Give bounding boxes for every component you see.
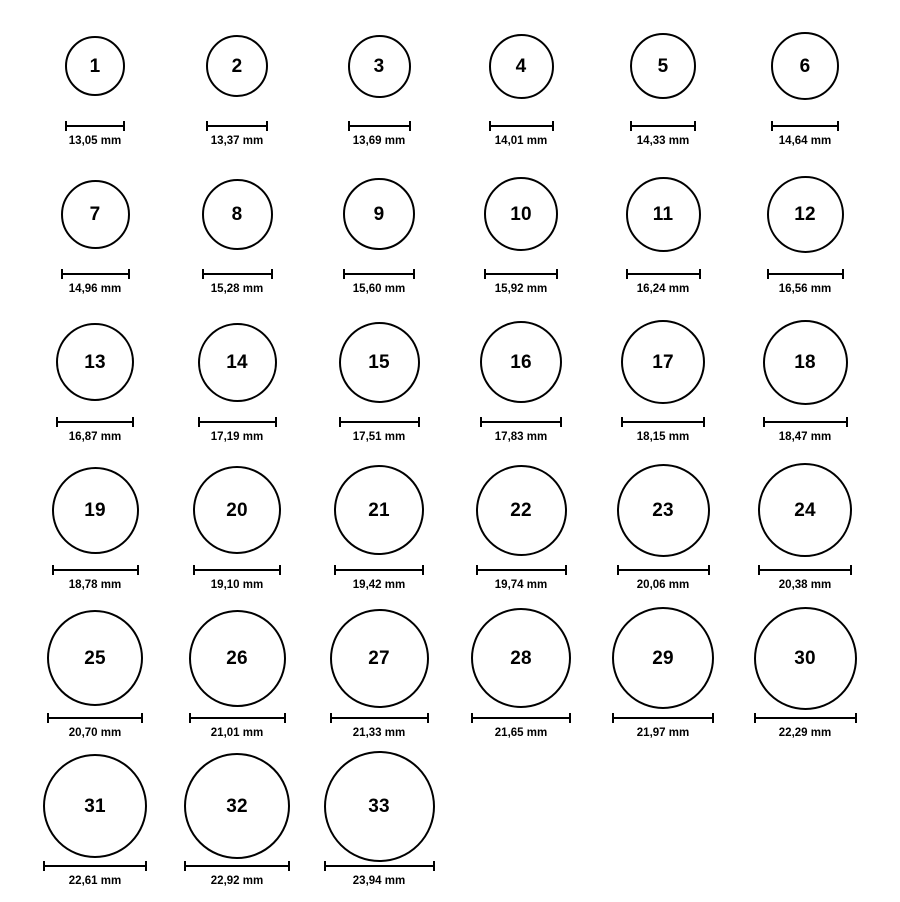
diameter-measure-bar (324, 861, 435, 871)
ring-circle[interactable] (189, 610, 286, 707)
measure-line (758, 569, 852, 571)
measure-cap-left-icon (617, 565, 619, 575)
measure-line (343, 273, 415, 275)
ring-diameter-label: 20,06 mm (636, 579, 690, 591)
measure-cap-right-icon (846, 417, 848, 427)
ring-number: 1 (89, 55, 101, 77)
ring-diameter-label: 14,64 mm (778, 135, 832, 147)
ring-diameter-label: 17,83 mm (494, 431, 548, 443)
measure-cap-left-icon (484, 269, 486, 279)
diameter-measure-bar (630, 121, 696, 131)
measure-cap-left-icon (754, 713, 756, 723)
measure-line (484, 273, 558, 275)
ring-number: 33 (368, 795, 390, 817)
ring-number: 24 (794, 499, 816, 521)
ring-circle-wrapper (189, 606, 286, 710)
measure-line (189, 717, 286, 719)
diameter-measure-bar (771, 121, 839, 131)
ring-circle-wrapper (348, 14, 411, 118)
ring-circle[interactable] (621, 320, 705, 404)
ring-number: 28 (510, 647, 532, 669)
ring-circle[interactable] (43, 754, 147, 858)
ring-circle[interactable] (484, 177, 558, 251)
ring-number: 25 (84, 647, 106, 669)
ring-circle-wrapper (184, 754, 290, 858)
ring-circle[interactable] (65, 36, 125, 96)
ring-circle-wrapper (193, 458, 281, 562)
ring-number: 9 (373, 203, 385, 225)
measure-cap-left-icon (621, 417, 623, 427)
ring-circle-wrapper (206, 14, 268, 118)
ring-circle-wrapper (489, 14, 554, 118)
measure-cap-right-icon (708, 565, 710, 575)
measure-line (754, 717, 857, 719)
ring-size-item[interactable] (167, 162, 307, 310)
ring-circle[interactable] (612, 607, 714, 709)
ring-number: 22 (510, 499, 532, 521)
ring-circle-wrapper (476, 458, 567, 562)
measure-line (61, 273, 130, 275)
ring-size-item[interactable] (593, 606, 733, 754)
measure-cap-right-icon (418, 417, 420, 427)
measure-line (763, 421, 848, 423)
ring-circle-wrapper (65, 14, 125, 118)
measure-cap-left-icon (206, 121, 208, 131)
measure-cap-right-icon (850, 565, 852, 575)
measure-cap-right-icon (560, 417, 562, 427)
diameter-measure-bar (754, 713, 857, 723)
ring-size-item[interactable] (167, 754, 307, 902)
ring-circle-wrapper (771, 14, 839, 118)
ring-diameter-label: 16,56 mm (778, 283, 832, 295)
measure-cap-left-icon (184, 861, 186, 871)
ring-size-item[interactable] (593, 458, 733, 606)
measure-line (334, 569, 424, 571)
ring-diameter-label: 15,60 mm (352, 283, 406, 295)
ring-size-item[interactable] (735, 606, 875, 754)
ring-diameter-label: 14,01 mm (494, 135, 548, 147)
diameter-measure-bar (61, 269, 130, 279)
ring-circle-wrapper (630, 14, 696, 118)
measure-cap-right-icon (556, 269, 558, 279)
diameter-measure-bar (65, 121, 125, 131)
ring-circle-wrapper (198, 310, 277, 414)
measure-line (348, 125, 411, 127)
measure-line (184, 865, 290, 867)
ring-circle[interactable] (763, 320, 848, 405)
ring-circle[interactable] (476, 465, 567, 556)
measure-cap-left-icon (334, 565, 336, 575)
measure-cap-right-icon (279, 565, 281, 575)
measure-cap-right-icon (842, 269, 844, 279)
ring-size-item[interactable] (309, 606, 449, 754)
diameter-measure-bar (198, 417, 277, 427)
ring-circle[interactable] (489, 34, 554, 99)
diameter-measure-bar (626, 269, 701, 279)
ring-circle[interactable] (184, 753, 290, 859)
ring-circle-wrapper (202, 162, 273, 266)
ring-number: 11 (652, 203, 674, 225)
ring-circle[interactable] (348, 35, 411, 98)
ring-number: 4 (515, 55, 527, 77)
measure-cap-left-icon (198, 417, 200, 427)
ring-size-item[interactable] (309, 754, 449, 902)
ring-number: 31 (84, 795, 106, 817)
ring-circle[interactable] (193, 466, 281, 554)
diameter-measure-bar (612, 713, 714, 723)
measure-cap-left-icon (348, 121, 350, 131)
measure-cap-left-icon (193, 565, 195, 575)
measure-cap-right-icon (275, 417, 277, 427)
measure-cap-right-icon (288, 861, 290, 871)
ring-number: 18 (794, 351, 816, 373)
diameter-measure-bar (206, 121, 268, 131)
measure-line (480, 421, 562, 423)
measure-cap-right-icon (565, 565, 567, 575)
ring-diameter-label: 17,51 mm (352, 431, 406, 443)
ring-circle-wrapper (56, 310, 134, 414)
ring-number: 19 (84, 499, 106, 521)
measure-cap-left-icon (767, 269, 769, 279)
ring-number: 15 (368, 351, 390, 373)
ring-number: 32 (226, 795, 248, 817)
measure-cap-left-icon (189, 713, 191, 723)
measure-cap-right-icon (855, 713, 857, 723)
ring-circle-wrapper (617, 458, 710, 562)
ring-diameter-label: 20,70 mm (68, 727, 122, 739)
ring-diameter-label: 19,74 mm (494, 579, 548, 591)
ring-circle[interactable] (767, 176, 844, 253)
measure-line (65, 125, 125, 127)
ring-number: 10 (510, 203, 532, 225)
ring-size-item[interactable] (25, 754, 165, 902)
measure-cap-right-icon (137, 565, 139, 575)
diameter-measure-bar (617, 565, 710, 575)
measure-cap-left-icon (476, 565, 478, 575)
measure-line (621, 421, 705, 423)
ring-circle-wrapper (626, 162, 701, 266)
ring-circle[interactable] (339, 322, 420, 403)
ring-size-item[interactable] (309, 162, 449, 310)
measure-line (198, 421, 277, 423)
ring-size-item[interactable] (25, 310, 165, 458)
ring-number: 2 (231, 55, 243, 77)
ring-number: 8 (231, 203, 243, 225)
diameter-measure-bar (484, 269, 558, 279)
measure-cap-right-icon (128, 269, 130, 279)
diameter-measure-bar (184, 861, 290, 871)
ring-diameter-label: 13,37 mm (210, 135, 264, 147)
diameter-measure-bar (767, 269, 844, 279)
ring-diameter-label: 19,10 mm (210, 579, 264, 591)
ring-size-item[interactable] (25, 14, 165, 162)
ring-size-item[interactable] (451, 310, 591, 458)
ring-circle[interactable] (630, 33, 696, 99)
ring-circle[interactable] (324, 751, 435, 862)
ring-diameter-label: 15,28 mm (210, 283, 264, 295)
ring-number: 6 (799, 55, 811, 77)
ring-number: 30 (794, 647, 816, 669)
measure-line (47, 717, 143, 719)
measure-line (43, 865, 147, 867)
diameter-measure-bar (330, 713, 429, 723)
measure-line (56, 421, 134, 423)
measure-line (206, 125, 268, 127)
ring-circle-wrapper (324, 754, 435, 858)
measure-line (202, 273, 273, 275)
ring-circle[interactable] (334, 465, 424, 555)
measure-line (330, 717, 429, 719)
ring-diameter-label: 19,42 mm (352, 579, 406, 591)
ring-number: 27 (368, 647, 390, 669)
ring-circle-wrapper (754, 606, 857, 710)
ring-size-item[interactable] (309, 14, 449, 162)
measure-cap-left-icon (52, 565, 54, 575)
ring-size-item[interactable] (451, 458, 591, 606)
ring-number: 29 (652, 647, 674, 669)
ring-diameter-label: 14,33 mm (636, 135, 690, 147)
measure-cap-left-icon (471, 713, 473, 723)
measure-cap-right-icon (413, 269, 415, 279)
ring-circle-wrapper (484, 162, 558, 266)
measure-cap-right-icon (694, 121, 696, 131)
ring-number: 7 (89, 203, 101, 225)
ring-diameter-label: 22,92 mm (210, 875, 264, 887)
diameter-measure-bar (334, 565, 424, 575)
ring-circle-wrapper (763, 310, 848, 414)
measure-cap-left-icon (771, 121, 773, 131)
measure-cap-left-icon (758, 565, 760, 575)
ring-circle[interactable] (480, 321, 562, 403)
diameter-measure-bar (343, 269, 415, 279)
ring-circle-wrapper (47, 606, 143, 710)
ring-size-item[interactable] (25, 606, 165, 754)
measure-line (617, 569, 710, 571)
diameter-measure-bar (189, 713, 286, 723)
measure-cap-left-icon (324, 861, 326, 871)
measure-cap-right-icon (699, 269, 701, 279)
ring-number: 3 (373, 55, 385, 77)
diameter-measure-bar (480, 417, 562, 427)
measure-cap-right-icon (837, 121, 839, 131)
measure-cap-left-icon (47, 713, 49, 723)
ring-diameter-label: 20,38 mm (778, 579, 832, 591)
ring-circle[interactable] (758, 463, 852, 557)
measure-cap-right-icon (552, 121, 554, 131)
diameter-measure-bar (56, 417, 134, 427)
diameter-measure-bar (348, 121, 411, 131)
ring-number: 5 (657, 55, 669, 77)
ring-diameter-label: 16,87 mm (68, 431, 122, 443)
measure-cap-right-icon (703, 417, 705, 427)
diameter-measure-bar (471, 713, 571, 723)
diameter-measure-bar (202, 269, 273, 279)
ring-size-item[interactable] (593, 310, 733, 458)
ring-circle[interactable] (56, 323, 134, 401)
ring-size-item[interactable] (451, 606, 591, 754)
diameter-measure-bar (621, 417, 705, 427)
ring-circle[interactable] (343, 178, 415, 250)
ring-diameter-label: 13,69 mm (352, 135, 406, 147)
measure-cap-left-icon (626, 269, 628, 279)
measure-cap-right-icon (123, 121, 125, 131)
ring-size-item[interactable] (735, 458, 875, 606)
measure-cap-left-icon (339, 417, 341, 427)
measure-cap-left-icon (43, 861, 45, 871)
ring-size-item[interactable] (167, 14, 307, 162)
measure-line (767, 273, 844, 275)
ring-size-item[interactable] (451, 14, 591, 162)
ring-diameter-label: 16,24 mm (636, 283, 690, 295)
measure-line (339, 421, 420, 423)
ring-size-item[interactable] (451, 162, 591, 310)
ring-circle[interactable] (626, 177, 701, 252)
ring-number: 26 (226, 647, 248, 669)
ring-circle[interactable] (202, 179, 273, 250)
ring-diameter-label: 15,92 mm (494, 283, 548, 295)
diameter-measure-bar (489, 121, 554, 131)
measure-line (771, 125, 839, 127)
measure-cap-right-icon (712, 713, 714, 723)
measure-cap-left-icon (61, 269, 63, 279)
measure-cap-right-icon (433, 861, 435, 871)
measure-cap-left-icon (202, 269, 204, 279)
ring-number: 21 (368, 499, 390, 521)
ring-diameter-label: 13,05 mm (68, 135, 122, 147)
ring-diameter-label: 21,65 mm (494, 727, 548, 739)
ring-number: 16 (510, 351, 532, 373)
ring-size-item[interactable] (167, 310, 307, 458)
ring-size-item[interactable] (735, 162, 875, 310)
measure-line (52, 569, 139, 571)
ring-circle[interactable] (617, 464, 710, 557)
ring-circle-wrapper (61, 162, 130, 266)
measure-cap-left-icon (489, 121, 491, 131)
diameter-measure-bar (52, 565, 139, 575)
ring-number: 13 (84, 351, 106, 373)
measure-cap-left-icon (612, 713, 614, 723)
measure-line (471, 717, 571, 719)
ring-circle[interactable] (754, 607, 857, 710)
ring-circle-wrapper (343, 162, 415, 266)
ring-circle-wrapper (52, 458, 139, 562)
measure-cap-right-icon (569, 713, 571, 723)
ring-circle[interactable] (206, 35, 268, 97)
ring-size-item[interactable] (25, 458, 165, 606)
ring-size-item[interactable] (593, 162, 733, 310)
ring-circle-wrapper (612, 606, 714, 710)
measure-line (626, 273, 701, 275)
ring-diameter-label: 22,61 mm (68, 875, 122, 887)
ring-size-item[interactable] (593, 14, 733, 162)
ring-diameter-label: 23,94 mm (352, 875, 406, 887)
measure-cap-right-icon (271, 269, 273, 279)
ring-circle[interactable] (61, 180, 130, 249)
ring-number: 12 (794, 203, 816, 225)
ring-circle[interactable] (198, 323, 277, 402)
ring-diameter-label: 18,15 mm (636, 431, 690, 443)
ring-circle-wrapper (334, 458, 424, 562)
ring-circle-wrapper (621, 310, 705, 414)
ring-diameter-label: 17,19 mm (210, 431, 264, 443)
ring-circle-wrapper (767, 162, 844, 266)
measure-cap-right-icon (141, 713, 143, 723)
ring-size-item[interactable] (167, 458, 307, 606)
ring-diameter-label: 18,47 mm (778, 431, 832, 443)
ring-circle[interactable] (330, 609, 429, 708)
diameter-measure-bar (43, 861, 147, 871)
measure-cap-left-icon (480, 417, 482, 427)
ring-diameter-label: 14,96 mm (68, 283, 122, 295)
measure-cap-left-icon (763, 417, 765, 427)
ring-size-item[interactable] (735, 14, 875, 162)
ring-circle-wrapper (339, 310, 420, 414)
measure-cap-left-icon (343, 269, 345, 279)
measure-line (630, 125, 696, 127)
diameter-measure-bar (47, 713, 143, 723)
ring-circle-wrapper (758, 458, 852, 562)
ring-diameter-label: 21,97 mm (636, 727, 690, 739)
diameter-measure-bar (193, 565, 281, 575)
diameter-measure-bar (339, 417, 420, 427)
measure-line (612, 717, 714, 719)
measure-line (489, 125, 554, 127)
ring-circle[interactable] (47, 610, 143, 706)
ring-circle[interactable] (471, 608, 571, 708)
measure-line (476, 569, 567, 571)
ring-circle-wrapper (480, 310, 562, 414)
measure-cap-right-icon (427, 713, 429, 723)
ring-number: 20 (226, 499, 248, 521)
ring-circle[interactable] (771, 32, 839, 100)
measure-cap-left-icon (630, 121, 632, 131)
diameter-measure-bar (758, 565, 852, 575)
diameter-measure-bar (763, 417, 848, 427)
ring-diameter-label: 21,33 mm (352, 727, 406, 739)
measure-line (324, 865, 435, 867)
measure-cap-right-icon (266, 121, 268, 131)
measure-cap-right-icon (284, 713, 286, 723)
ring-size-item[interactable] (25, 162, 165, 310)
ring-size-item[interactable] (309, 310, 449, 458)
measure-cap-right-icon (422, 565, 424, 575)
diameter-measure-bar (476, 565, 567, 575)
measure-cap-left-icon (65, 121, 67, 131)
ring-diameter-label: 21,01 mm (210, 727, 264, 739)
ring-circle[interactable] (52, 467, 139, 554)
ring-size-item[interactable] (735, 310, 875, 458)
ring-diameter-label: 22,29 mm (778, 727, 832, 739)
measure-line (193, 569, 281, 571)
measure-cap-left-icon (330, 713, 332, 723)
measure-cap-right-icon (132, 417, 134, 427)
ring-circle-wrapper (330, 606, 429, 710)
ring-number: 14 (226, 351, 248, 373)
ring-size-item[interactable] (309, 458, 449, 606)
ring-diameter-label: 18,78 mm (68, 579, 122, 591)
ring-size-item[interactable] (167, 606, 307, 754)
measure-cap-right-icon (409, 121, 411, 131)
ring-circle-wrapper (471, 606, 571, 710)
measure-cap-left-icon (56, 417, 58, 427)
ring-number: 23 (652, 499, 674, 521)
measure-cap-right-icon (145, 861, 147, 871)
ring-number: 17 (652, 351, 674, 373)
ring-circle-wrapper (43, 754, 147, 858)
